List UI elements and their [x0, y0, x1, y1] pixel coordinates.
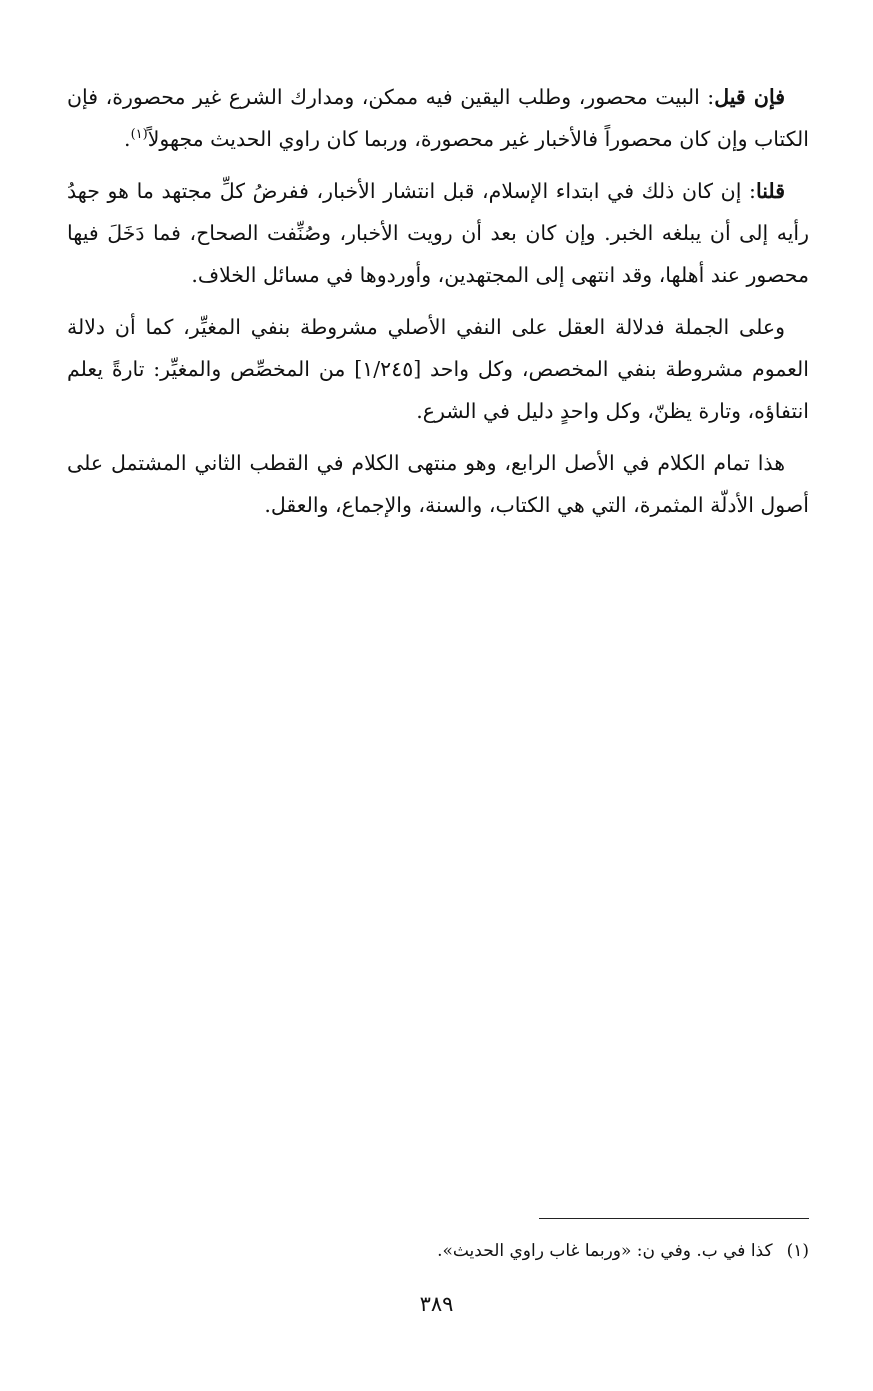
paragraph-summary	[67, 306, 809, 432]
main-text	[67, 76, 809, 536]
footnote-reference: (١)	[130, 127, 148, 143]
paragraph-objection	[67, 76, 809, 160]
paragraph-reply	[67, 170, 809, 296]
paragraph-text: : إن كان ذلك في ابتداء الإسلام، قبل انتشار الأخبار، ففرضُ كلِّ مجتهد ما هو جهدُ رأيه إلى أن يبلغه الخبر. وإن كان بعد أن رويت الأخبار، وصُنِّفت الصحاح، فما دَخَلَ فيها محصور عند أهلها، وقد انتهى إلى المجتهدين، وأوردوها في مسائل الخلاف.	[67, 179, 809, 287]
footnote-divider	[539, 1218, 809, 1219]
paragraph-conclusion	[67, 442, 809, 526]
footnote-number: (١)	[786, 1241, 809, 1261]
paragraph-lead: قلنا	[755, 179, 785, 203]
page-number: ٣٨٩	[419, 1292, 454, 1316]
paragraph-text: وعلى الجملة فدلالة العقل على النفي الأصلي مشروطة بنفي المغيِّر، كما أن دلالة العموم مشروطة بنفي المخصص، وكل واحد [١/٢٤٥] من المخصِّص والمغيِّر: تارةً يعلم انتفاؤه، وتارة يظنّ، وكل واحدٍ دليل في الشرع.	[67, 315, 810, 423]
paragraph-text: هذا تمام الكلام في الأصل الرابع، وهو منتهى الكلام في القطب الثاني المشتمل على أصول الأدلّة المثمرة، التي هي الكتاب، والسنة، والإجماع، والعقل.	[67, 451, 809, 517]
footnote-text: كذا في ب. وفي ن: «وربما غاب راوي الحديث».	[437, 1241, 773, 1261]
paragraph-lead: فإن قيل	[714, 85, 785, 109]
paragraph-text: : البيت محصور، وطلب اليقين فيه ممكن، ومدارك الشرع غير محصورة، فإن الكتاب وإن كان محصوراً فالأخبار غير محصورة، وربما كان راوي الحديث مجهولاً	[67, 85, 809, 151]
paragraph-end: .	[124, 127, 131, 151]
footnote	[67, 1237, 809, 1265]
